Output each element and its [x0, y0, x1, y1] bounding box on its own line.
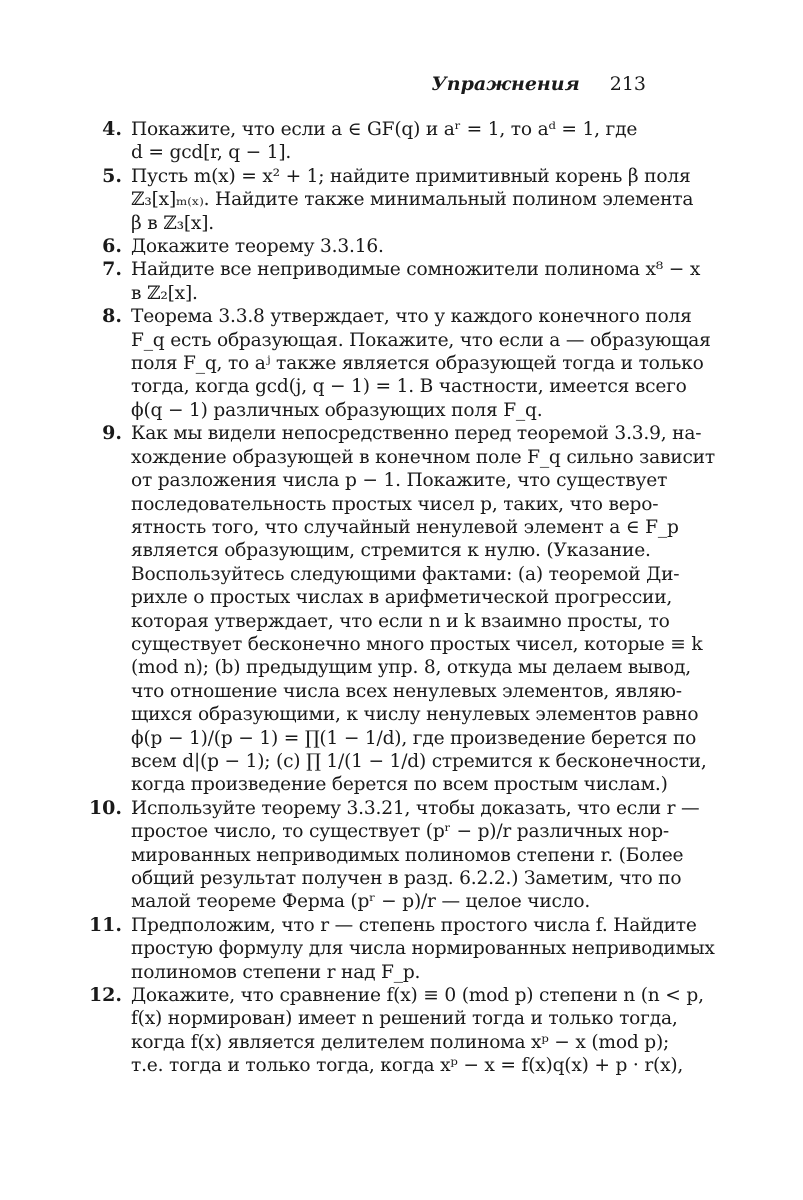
running-head-title: Упражнения	[431, 73, 580, 95]
text-line: поля F_q, то aʲ также является образующей тогда и только	[131, 353, 704, 375]
exercise-number: 9.	[102, 422, 122, 445]
exercise-item	[0, 797, 803, 914]
text-line: которая утверждает, что если n и k взаимно просты, то	[131, 610, 670, 632]
exercise-text	[131, 235, 651, 258]
text-line: т.е. тогда и только тогда, когда xᵖ − x = f(x)q(x) + p · r(x),	[131, 1055, 684, 1077]
text-line: ϕ(p − 1)/(p − 1) = ∏(1 − 1/d), где произведение берется по	[131, 727, 697, 749]
exercise-number: 5.	[102, 164, 122, 187]
page-number: 213	[609, 73, 646, 95]
exercise-text	[131, 797, 700, 914]
running-head	[0, 72, 646, 96]
exercise-item	[0, 914, 803, 984]
text-line: простую формулу для числа нормированных неприводимых	[131, 938, 715, 960]
text-line: малой теореме Ферма (pʳ − p)/r — целое число.	[131, 891, 591, 913]
text-line: когда произведение берется по всем простым числам.)	[131, 774, 668, 796]
text-line: Найдите все неприводимые сомножители полинома x⁸ − x	[131, 259, 701, 281]
text-line: Теорема 3.3.8 утверждает, что у каждого конечного поля	[131, 306, 692, 328]
text-line: хождение образующей в конечном поле F_q сильно зависит	[131, 446, 715, 468]
exercise-number: 6.	[102, 235, 122, 258]
exercise-number: 12.	[88, 984, 122, 1007]
exercise-item	[0, 422, 803, 797]
text-line: полиномов степени r над F_p.	[131, 961, 421, 983]
text-line: Воспользуйтесь следующими фактами: (a) теоремой Ди-	[131, 563, 680, 585]
exercise-item	[0, 984, 803, 1078]
text-line: существует бесконечно много простых чисел, которые ≡ k	[131, 633, 703, 655]
text-line: что отношение числа всех ненулевых элементов, являю-	[131, 680, 682, 702]
exercise-number: 8.	[102, 305, 122, 328]
text-line: от разложения числа p − 1. Покажите, что существует	[131, 470, 668, 492]
text-line: Пусть m(x) = x² + 1; найдите примитивный корень β поля	[131, 165, 691, 187]
exercise-text	[131, 422, 715, 797]
exercise-text	[131, 914, 715, 984]
text-line: ℤ₃[x]ₘ₍ₓ₎. Найдите также минимальный полином элемента	[131, 189, 694, 211]
exercise-item	[0, 235, 803, 258]
exercise-item	[0, 118, 803, 165]
text-line: β в ℤ₃[x].	[131, 212, 214, 234]
exercise-text	[131, 984, 704, 1078]
text-line: Докажите теорему 3.3.16.	[131, 236, 384, 258]
text-line: является образующим, стремится к нулю. (Указание.	[131, 540, 651, 562]
text-line: последовательность простых чисел p, таких, что веро-	[131, 493, 659, 515]
text-line: когда f(x) является делителем полинома xᵖ − x (mod p);	[131, 1031, 670, 1053]
exercise-list	[0, 118, 803, 1078]
text-line: щихся образующими, к числу ненулевых элементов равно	[131, 704, 699, 726]
text-line: рихле о простых числах в арифметической прогрессии,	[131, 587, 673, 609]
text-line: Докажите, что сравнение f(x) ≡ 0 (mod p) степени n (n < p,	[131, 985, 704, 1007]
text-line: мированных неприводимых полиномов степени r. (Более	[131, 844, 684, 866]
exercise-number: 7.	[102, 258, 122, 281]
text-line: в ℤ₂[x].	[131, 282, 198, 304]
text-line: (mod n); (b) предыдущим упр. 8, откуда мы делаем вывод,	[131, 657, 691, 679]
text-line: всем d|(p − 1); (c) ∏ 1/(1 − 1/d) стремится к бесконечности,	[131, 750, 707, 772]
text-line: d = gcd[r, q − 1].	[131, 142, 292, 164]
exercise-number: 4.	[102, 118, 122, 140]
text-line: Покажите, что если a ∈ GF(q) и aʳ = 1, то aᵈ = 1, где	[131, 119, 638, 140]
text-line: f(x) нормирован) имеет n решений тогда и только тогда,	[131, 1008, 678, 1030]
text-line: Как мы видели непосредственно перед теоремой 3.3.9, на-	[131, 423, 702, 445]
exercise-text	[131, 118, 651, 165]
exercise-text	[131, 305, 711, 422]
exercise-item	[0, 305, 803, 422]
text-line: общий результат получен в разд. 6.2.2.) Заметим, что по	[131, 868, 682, 889]
exercise-item	[0, 258, 803, 305]
exercise-text	[131, 258, 701, 305]
text-line: ятность того, что случайный ненулевой элемент a ∈ F_p	[131, 516, 679, 538]
text-line: простое число, то существует (pʳ − p)/r различных нор-	[131, 821, 669, 843]
text-line: тогда, когда gcd(j, q − 1) = 1. В частности, имеется всего	[131, 376, 687, 398]
exercise-text	[131, 165, 694, 235]
text-line: Предположим, что r — степень простого числа f. Найдите	[131, 914, 697, 936]
text-line: ϕ(q − 1) различных образующих поля F_q.	[131, 399, 543, 421]
text-line: F_q есть образующая. Покажите, что если a — образующая	[131, 329, 711, 351]
text-line: Используйте теорему 3.3.21, чтобы доказать, что если r —	[131, 797, 700, 819]
exercise-number: 11.	[88, 913, 122, 936]
exercise-item	[0, 165, 803, 235]
exercise-number: 10.	[88, 796, 122, 819]
